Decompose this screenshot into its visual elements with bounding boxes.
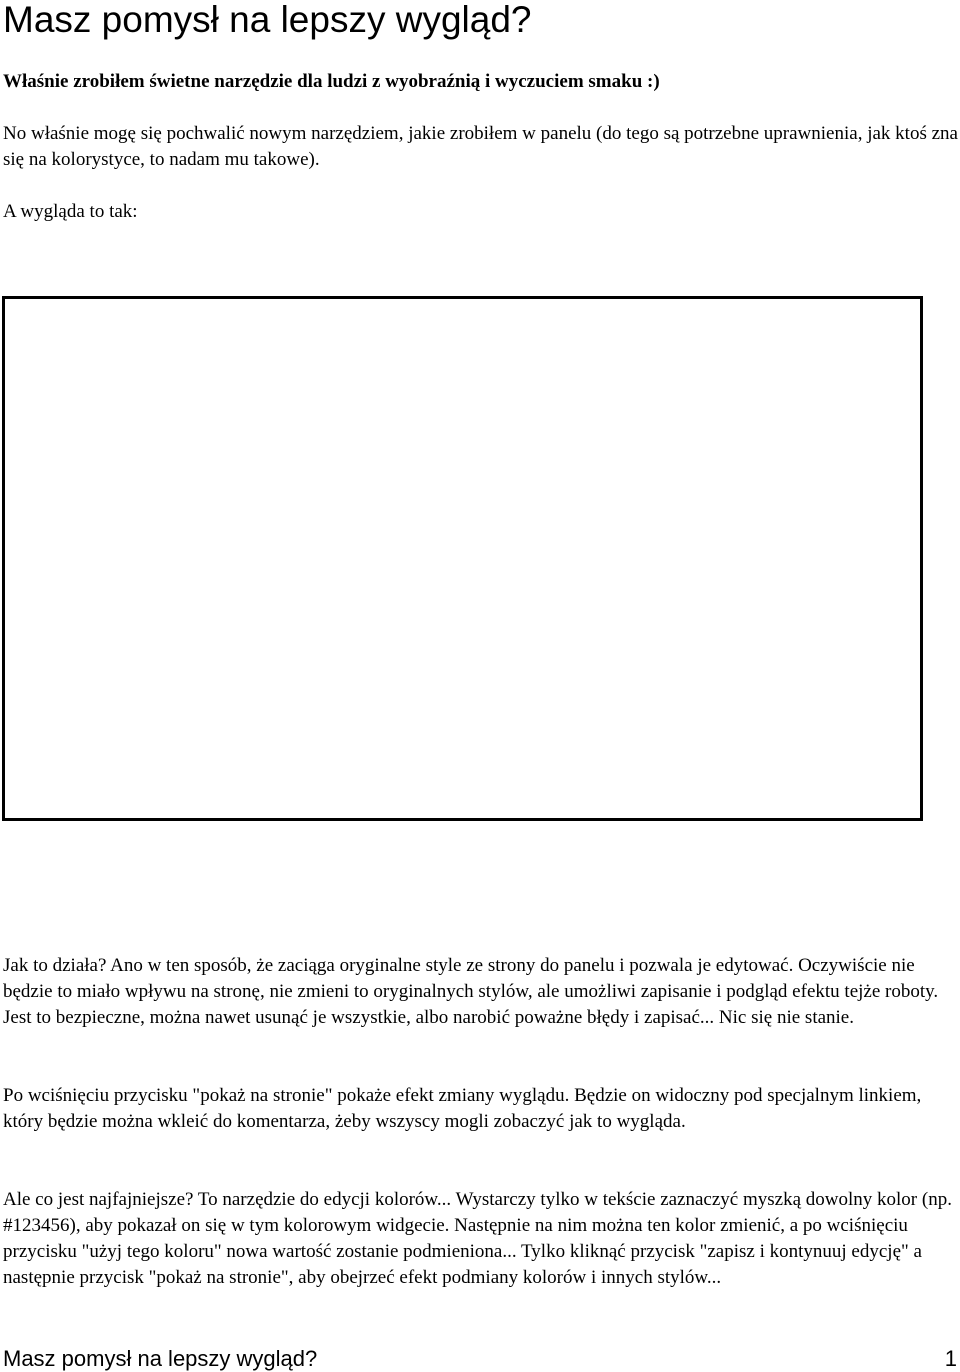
page-number: 1 — [944, 1346, 957, 1371]
paragraph-looks-like: A wygląda to tak: — [3, 201, 138, 222]
document-title: Masz pomysł na lepszy wygląd? — [3, 0, 532, 40]
screenshot-image-placeholder — [2, 296, 923, 821]
paragraph-color-tool: Ale co jest najfajniejsze? To narzędzie do edycji kolorów... Wystarczy tylko w tekście zaznaczyć myszką dowolny kolor (np. #123456), aby pokazał on się w tym kolorowym widgecie. Następnie na nim można ten kolor zmienić, a po wciśnięciu przycisku "użyj tego koloru" nowa wartość zostanie podmieniona... Tylko kliknąć przycisk "zapisz i kontynuuj edycję" a następnie przycisk "pokaż na stronie", aby obejrzeć efekt podmiany kolorów i innych stylów... — [3, 1189, 952, 1288]
paragraph-how-it-works: Jak to działa? Ano w ten sposób, że zaciąga oryginalne style ze strony do panelu i pozwala je edytować. Oczywiście nie będzie to miało wpływu na stronę, nie zmieni to oryginalnych stylów, ale umożliwi zapisanie i podgląd efektu tejże roboty. Jest to bezpieczne, można nawet usunąć je wszystkie, albo narobić poważne błędy i zapisać... Nic się nie stanie. — [3, 955, 939, 1028]
footer-title: Masz pomysł na lepszy wygląd? — [3, 1346, 318, 1371]
document-subtitle: Właśnie zrobiłem świetne narzędzie dla ludzi z wyobraźnią i wyczuciem smaku :) — [3, 71, 660, 92]
paragraph-intro: No właśnie mogę się pochwalić nowym narzędziem, jakie zrobiłem w panelu (do tego są potrzebne uprawnienia, jak ktoś zna się na kolorystyce, to nadam mu takowe). — [3, 123, 958, 170]
paragraph-show-on-page: Po wciśnięciu przycisku "pokaż na stronie" pokaże efekt zmiany wyglądu. Będzie on widoczny pod specjalnym linkiem, który będzie można wkleić do komentarza, żeby wszyscy mogli zobaczyć jak to wygląda. — [3, 1085, 922, 1132]
